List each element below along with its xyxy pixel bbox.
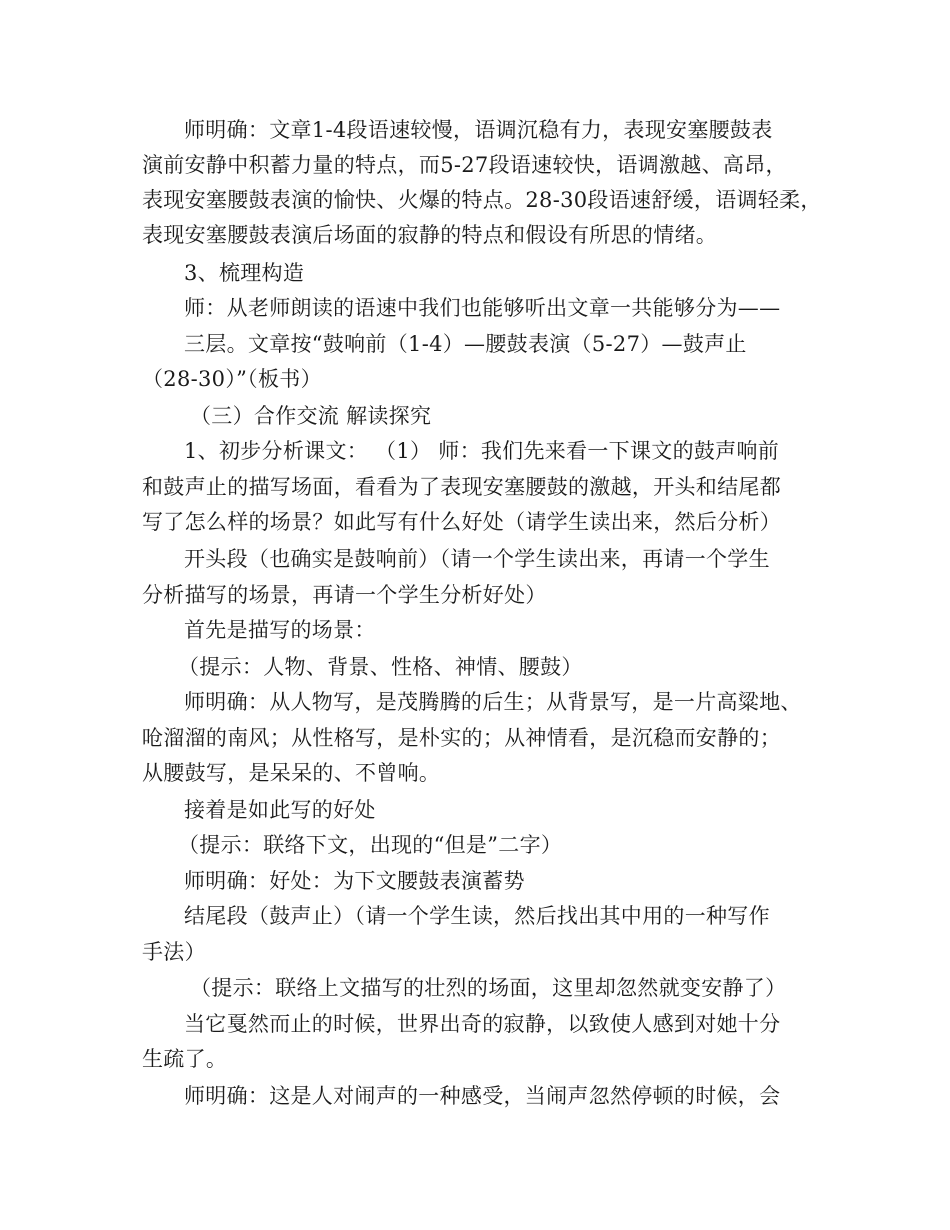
hint-line: （提示：联络上文描写的壮烈的场面，这里却忽然就变安静了） — [190, 976, 787, 1000]
text-line: 师：从老师朗读的语速中我们也能够听出文章一共能够分为—— — [184, 296, 781, 320]
text-line: 和鼓声止的描写场面，看看为了表现安塞腰鼓的激越，开头和结尾都 — [142, 475, 781, 499]
section-heading: （三）合作交流 解读探究 — [190, 404, 432, 428]
text-line: 开头段（也确实是鼓响前）（请一个学生读出来，再请一个学生 — [184, 547, 770, 571]
section-heading: 3、梳理构造 — [184, 261, 305, 285]
text-line: 三层。文章按“鼓响前（1-4）—腰鼓表演（5-27）—鼓声止 — [184, 332, 747, 356]
text-line: 师明确：文章1-4段语速较慢，语调沉稳有力，表现安塞腰鼓表 — [184, 118, 773, 142]
text-line: 手法） — [142, 940, 206, 964]
text-line: 结尾段（鼓声止）（请一个学生读，然后找出其中用的一种写作 — [184, 904, 770, 928]
text-line: 表现安塞腰鼓表演后场面的寂静的特点和假设有所思的情绪。 — [142, 223, 718, 247]
text-line: 生疏了。 — [142, 1047, 228, 1071]
text-line: 首先是描写的场景： — [184, 618, 376, 642]
text-line: 师明确：这是人对闹声的一种感受，当闹声忽然停顿的时候，会 — [184, 1084, 781, 1108]
text-line: 当它戛然而止的时候，世界出奇的寂静，以致使人感到对她十分 — [184, 1012, 781, 1036]
text-line: 写了怎么样的场景？如此写有什么好处（请学生读出来，然后分析） — [142, 510, 781, 534]
text-line: 接着是如此写的好处 — [184, 798, 376, 822]
text-line: 表现安塞腰鼓表演的愉快、火爆的特点。28-30段语速舒缓，语调轻柔， — [142, 188, 822, 212]
text-line: 呛溜溜的南风；从性格写，是朴实的；从神情看，是沉稳而安静的； — [142, 726, 781, 750]
text-line: 师明确：从人物写，是茂腾腾的后生；从背景写，是一片高粱地、 — [184, 690, 802, 714]
text-line: 1、初步分析课文： （1） 师：我们先来看一下课文的鼓声响前 — [184, 439, 780, 463]
text-line: 师明确：好处：为下文腰鼓表演蓄势 — [184, 869, 525, 893]
text-line: 分析描写的场景，再请一个学生分析好处） — [142, 583, 547, 607]
text-line: （28-30）”（板书） — [142, 367, 322, 391]
text-line: 从腰鼓写，是呆呆的、不曾响。 — [142, 761, 441, 785]
text-line: 演前安静中积蓄力量的特点，而5-27段语速较快，语调激越、高昂， — [142, 153, 787, 177]
hint-line: （提示：人物、背景、性格、神情、腰鼓） — [178, 655, 583, 679]
hint-line: （提示：联络下文，出现的“但是”二字） — [178, 833, 563, 857]
